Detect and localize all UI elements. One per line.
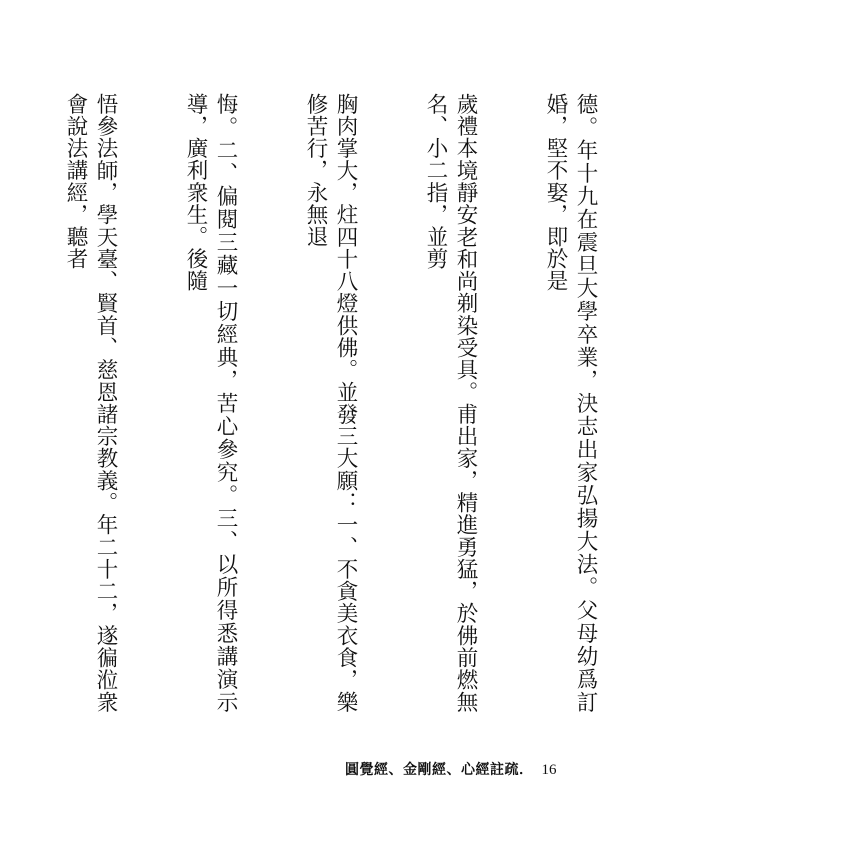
text-column: 胸肉掌大，炷四十八燈供佛。並發三大願：一、不貪美衣食，樂修苦行，永無退 [303, 93, 358, 713]
text-column: 悟參法師，學天臺、賢首、慈恩諸宗教義。年二十二，遂徧涖衆會說法講經，聽者 [63, 93, 118, 713]
text-column: 悔。二、偏閱三藏一切經典，苦心參究。三、以所得悉講演示導，廣利衆生。後隨 [183, 93, 238, 713]
page-number: 16 [541, 762, 557, 778]
running-title: 圓覺經、金剛經、心經註疏． [345, 762, 534, 778]
page-footer [345, 758, 557, 782]
text-column: 德。年十九在震旦大學卒業，決志出家弘揚大法。父母幼爲訂婚，堅不娶，即於是 [543, 93, 598, 713]
body-text [63, 93, 660, 713]
text-column: 歲禮本境靜安老和尚剃染受具。甫出家，精進勇猛，於佛前燃無名、小二指，並剪 [423, 93, 478, 713]
